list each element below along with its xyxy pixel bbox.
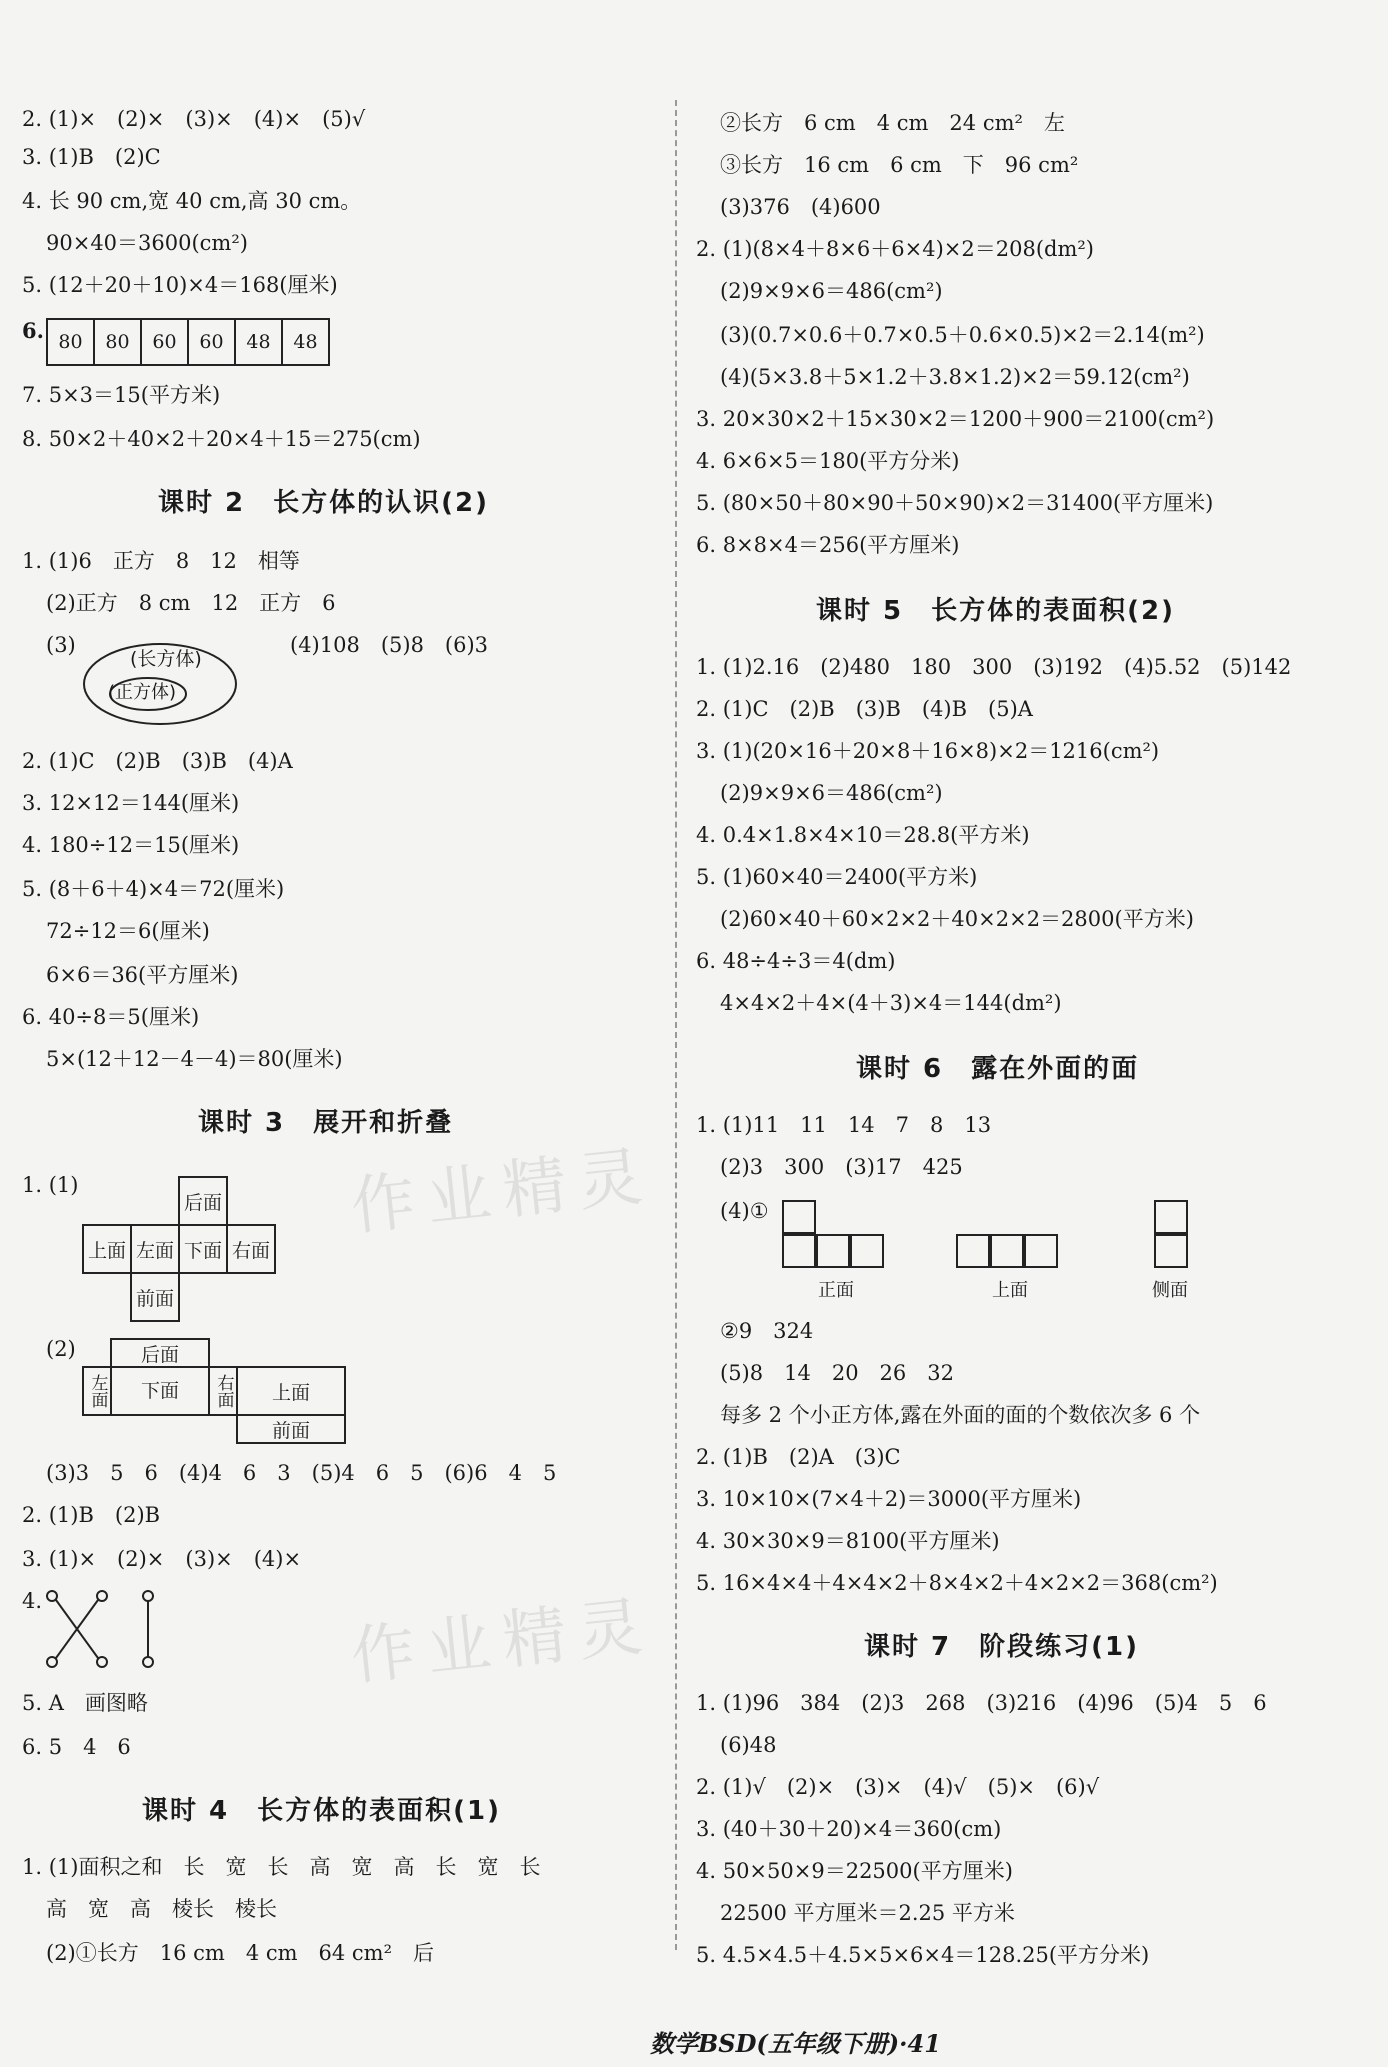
answer-line: 4. 6×6×5＝180(平方分米) <box>696 449 960 473</box>
table-cell: 80 <box>94 319 141 365</box>
answer-line: 72÷12＝6(厘米) <box>46 919 210 943</box>
answer-line: 3. (1)(20×16＋20×8＋16×8)×2＝1216(cm²) <box>696 739 1160 763</box>
venn-outer-label: (长方体) <box>130 648 202 670</box>
section-heading: 课时 5 长方体的表面积(2) <box>816 596 1175 626</box>
net-face: 上面 <box>82 1224 132 1274</box>
answer-line: 1. (1) <box>22 1173 79 1197</box>
answer-line: 6. 40÷8＝5(厘米) <box>22 1005 200 1029</box>
answer-line: ②9 324 <box>720 1319 814 1343</box>
answer-line: 5×(12＋12－4－4)＝80(厘米) <box>46 1047 343 1071</box>
section-heading: 课时 4 长方体的表面积(1) <box>142 1796 501 1826</box>
answer-line: 3. (1)× (2)× (3)× (4)× <box>22 1547 302 1571</box>
net-face: 左面 <box>82 1366 112 1416</box>
answer-line: 2. (1)B (2)A (3)C <box>696 1445 901 1469</box>
answer-line: 6. 8×8×4＝256(平方厘米) <box>696 533 960 557</box>
column-divider <box>675 100 677 1950</box>
answer-line: 5. (80×50＋80×90＋50×90)×2＝31400(平方厘米) <box>696 491 1214 515</box>
venn-inner-label: (正方体) <box>108 682 177 703</box>
answer-line: 1. (1)6 正方 8 12 相等 <box>22 549 300 573</box>
answer-line: 1. (1)2.16 (2)480 180 300 (3)192 (4)5.52 (5)142 <box>696 655 1292 679</box>
answer-line: (2)3 300 (3)17 425 <box>720 1155 963 1179</box>
section-heading: 课时 7 阶段练习(1) <box>864 1632 1139 1662</box>
answer-line: (2)9×9×6＝486(cm²) <box>720 279 943 303</box>
answer-line: 5. (1)60×40＝2400(平方米) <box>696 865 978 889</box>
answer-line: (4)① <box>720 1199 769 1223</box>
table-cell: 60 <box>188 319 235 365</box>
answer-line: 5. (12＋20＋10)×4＝168(厘米) <box>22 273 338 297</box>
answer-line: 2. (1)(8×4＋8×6＋6×4)×2＝208(dm²) <box>696 237 1094 261</box>
watermark: 作业精灵 <box>347 1589 658 1695</box>
answer-line: 2. (1)× (2)× (3)× (4)× (5)√ <box>22 107 366 131</box>
section-heading: 课时 2 长方体的认识(2) <box>158 488 489 518</box>
answer-line: (2) <box>46 1337 76 1361</box>
view-square <box>990 1234 1024 1268</box>
net-face: 后面 <box>110 1338 210 1368</box>
answer-line: 1. (1)面积之和 长 宽 长 高 宽 高 长 宽 长 <box>22 1855 541 1879</box>
table-cell: 48 <box>282 319 329 365</box>
answer-line: 3. (40＋30＋20)×4＝360(cm) <box>696 1817 1002 1841</box>
answer-line: (2)①长方 16 cm 4 cm 64 cm² 后 <box>46 1941 435 1965</box>
view-square <box>1154 1200 1188 1234</box>
answer-line: 3. 12×12＝144(厘米) <box>22 791 240 815</box>
view-label: 上面 <box>992 1280 1028 1301</box>
answer-line: (4)(5×3.8＋5×1.2＋3.8×1.2)×2＝59.12(cm²) <box>720 365 1190 389</box>
answer-line: 4×4×2＋4×(4＋3)×4＝144(dm²) <box>720 991 1062 1015</box>
answer-line: 3. (1)B (2)C <box>22 145 161 169</box>
answer-line: (3)(0.7×0.6＋0.7×0.5＋0.6×0.5)×2＝2.14(m²) <box>720 323 1205 347</box>
net-face: 后面 <box>178 1176 228 1226</box>
answer-line: 4. 长 90 cm,宽 40 cm,高 30 cm。 <box>22 189 362 213</box>
answer-line: (3) <box>46 633 76 657</box>
net-face: 下面 <box>110 1366 210 1416</box>
answer-line: 22500 平方厘米＝2.25 平方米 <box>720 1901 1015 1925</box>
answer-line: 3. 10×10×(7×4＋2)＝3000(平方厘米) <box>696 1487 1082 1511</box>
answer-line: 1. (1)11 11 14 7 8 13 <box>696 1113 992 1137</box>
answer-line: (6)48 <box>720 1733 777 1757</box>
watermark: 作业精灵 <box>347 1139 658 1245</box>
view-square <box>816 1234 850 1268</box>
answer-line: 5. 4.5×4.5＋4.5×5×6×4＝128.25(平方分米) <box>696 1943 1150 1967</box>
answer-line: (2)9×9×6＝486(cm²) <box>720 781 943 805</box>
table-cell: 48 <box>235 319 282 365</box>
view-square <box>956 1234 990 1268</box>
answer-line: 2. (1)C (2)B (3)B (4)A <box>22 749 293 773</box>
answer-line: 2. (1)B (2)B <box>22 1503 161 1527</box>
answer-line: 7. 5×3＝15(平方米) <box>22 383 221 407</box>
matching-lines-figure <box>44 1588 164 1672</box>
answer-line: (4)108 (5)8 (6)3 <box>290 633 489 657</box>
answer-line: 6×6＝36(平方厘米) <box>46 963 239 987</box>
answer-line: (3)3 5 6 (4)4 6 3 (5)4 6 5 (6)6 4 5 <box>46 1461 557 1485</box>
net-face: 右面 <box>208 1366 238 1416</box>
answer-line: (5)8 14 20 26 32 <box>720 1361 954 1385</box>
view-square <box>1154 1234 1188 1268</box>
answer-line: (2)正方 8 cm 12 正方 6 <box>46 591 336 615</box>
net-face: 左面 <box>130 1224 180 1274</box>
answer-line: 2. (1)C (2)B (3)B (4)B (5)A <box>696 697 1033 721</box>
answer-line: 8. 50×2＋40×2＋20×4＋15＝275(cm) <box>22 427 421 451</box>
view-square <box>1024 1234 1058 1268</box>
view-label: 正面 <box>818 1280 854 1301</box>
view-label: 侧面 <box>1152 1280 1188 1301</box>
view-square <box>850 1234 884 1268</box>
answer-line: 5. (8＋6＋4)×4＝72(厘米) <box>22 877 285 901</box>
answer-line: 5. 16×4×4＋4×4×2＋8×4×2＋4×2×2＝368(cm²) <box>696 1571 1218 1595</box>
answer-line: 高 宽 高 棱长 棱长 <box>46 1897 277 1921</box>
answer-line: 4. 180÷12＝15(厘米) <box>22 833 240 857</box>
answer-line: 6. 48÷4÷3＝4(dm) <box>696 949 896 973</box>
answer-line: 1. (1)96 384 (2)3 268 (3)216 (4)96 (5)4 5 6 <box>696 1691 1267 1715</box>
answer-line: ②长方 6 cm 4 cm 24 cm² 左 <box>720 111 1065 135</box>
view-square <box>782 1234 816 1268</box>
answer-line: 3. 20×30×2＋15×30×2＝1200＋900＝2100(cm²) <box>696 407 1215 431</box>
answer-line: 2. (1)√ (2)× (3)× (4)√ (5)× (6)√ <box>696 1775 1100 1799</box>
table-cell: 60 <box>141 319 188 365</box>
answer-line: (3)376 (4)600 <box>720 195 881 219</box>
answer-line: 每多 2 个小正方体,露在外面的面的个数依次多 6 个 <box>720 1403 1201 1427</box>
net-face: 前面 <box>236 1414 346 1444</box>
answer-line: 4. 0.4×1.8×4×10＝28.8(平方米) <box>696 823 1030 847</box>
net-face: 右面 <box>226 1224 276 1274</box>
section-heading: 课时 6 露在外面的面 <box>856 1054 1140 1084</box>
table-cell: 80 <box>47 319 94 365</box>
answer-table <box>46 318 330 366</box>
answer-line: 5. A 画图略 <box>22 1691 148 1715</box>
answer-line: 90×40＝3600(cm²) <box>46 231 248 255</box>
answer-line: 6. 5 4 6 <box>22 1735 131 1759</box>
section-heading: 课时 3 展开和折叠 <box>198 1108 454 1138</box>
net-face: 上面 <box>236 1366 346 1416</box>
page-footer: 数学BSD(五年级下册)·41 <box>650 2029 941 2058</box>
view-square <box>782 1200 816 1234</box>
answer-line: 4. <box>22 1589 43 1613</box>
answer-line: 4. 50×50×9＝22500(平方厘米) <box>696 1859 1013 1883</box>
answer-line: (2)60×40＋60×2×2＋40×2×2＝2800(平方米) <box>720 907 1194 931</box>
question-number: 6. <box>22 318 44 343</box>
answer-line: 4. 30×30×9＝8100(平方厘米) <box>696 1529 1000 1553</box>
answer-line: ③长方 16 cm 6 cm 下 96 cm² <box>720 153 1079 177</box>
net-face: 下面 <box>178 1224 228 1274</box>
net-face: 前面 <box>130 1272 180 1322</box>
